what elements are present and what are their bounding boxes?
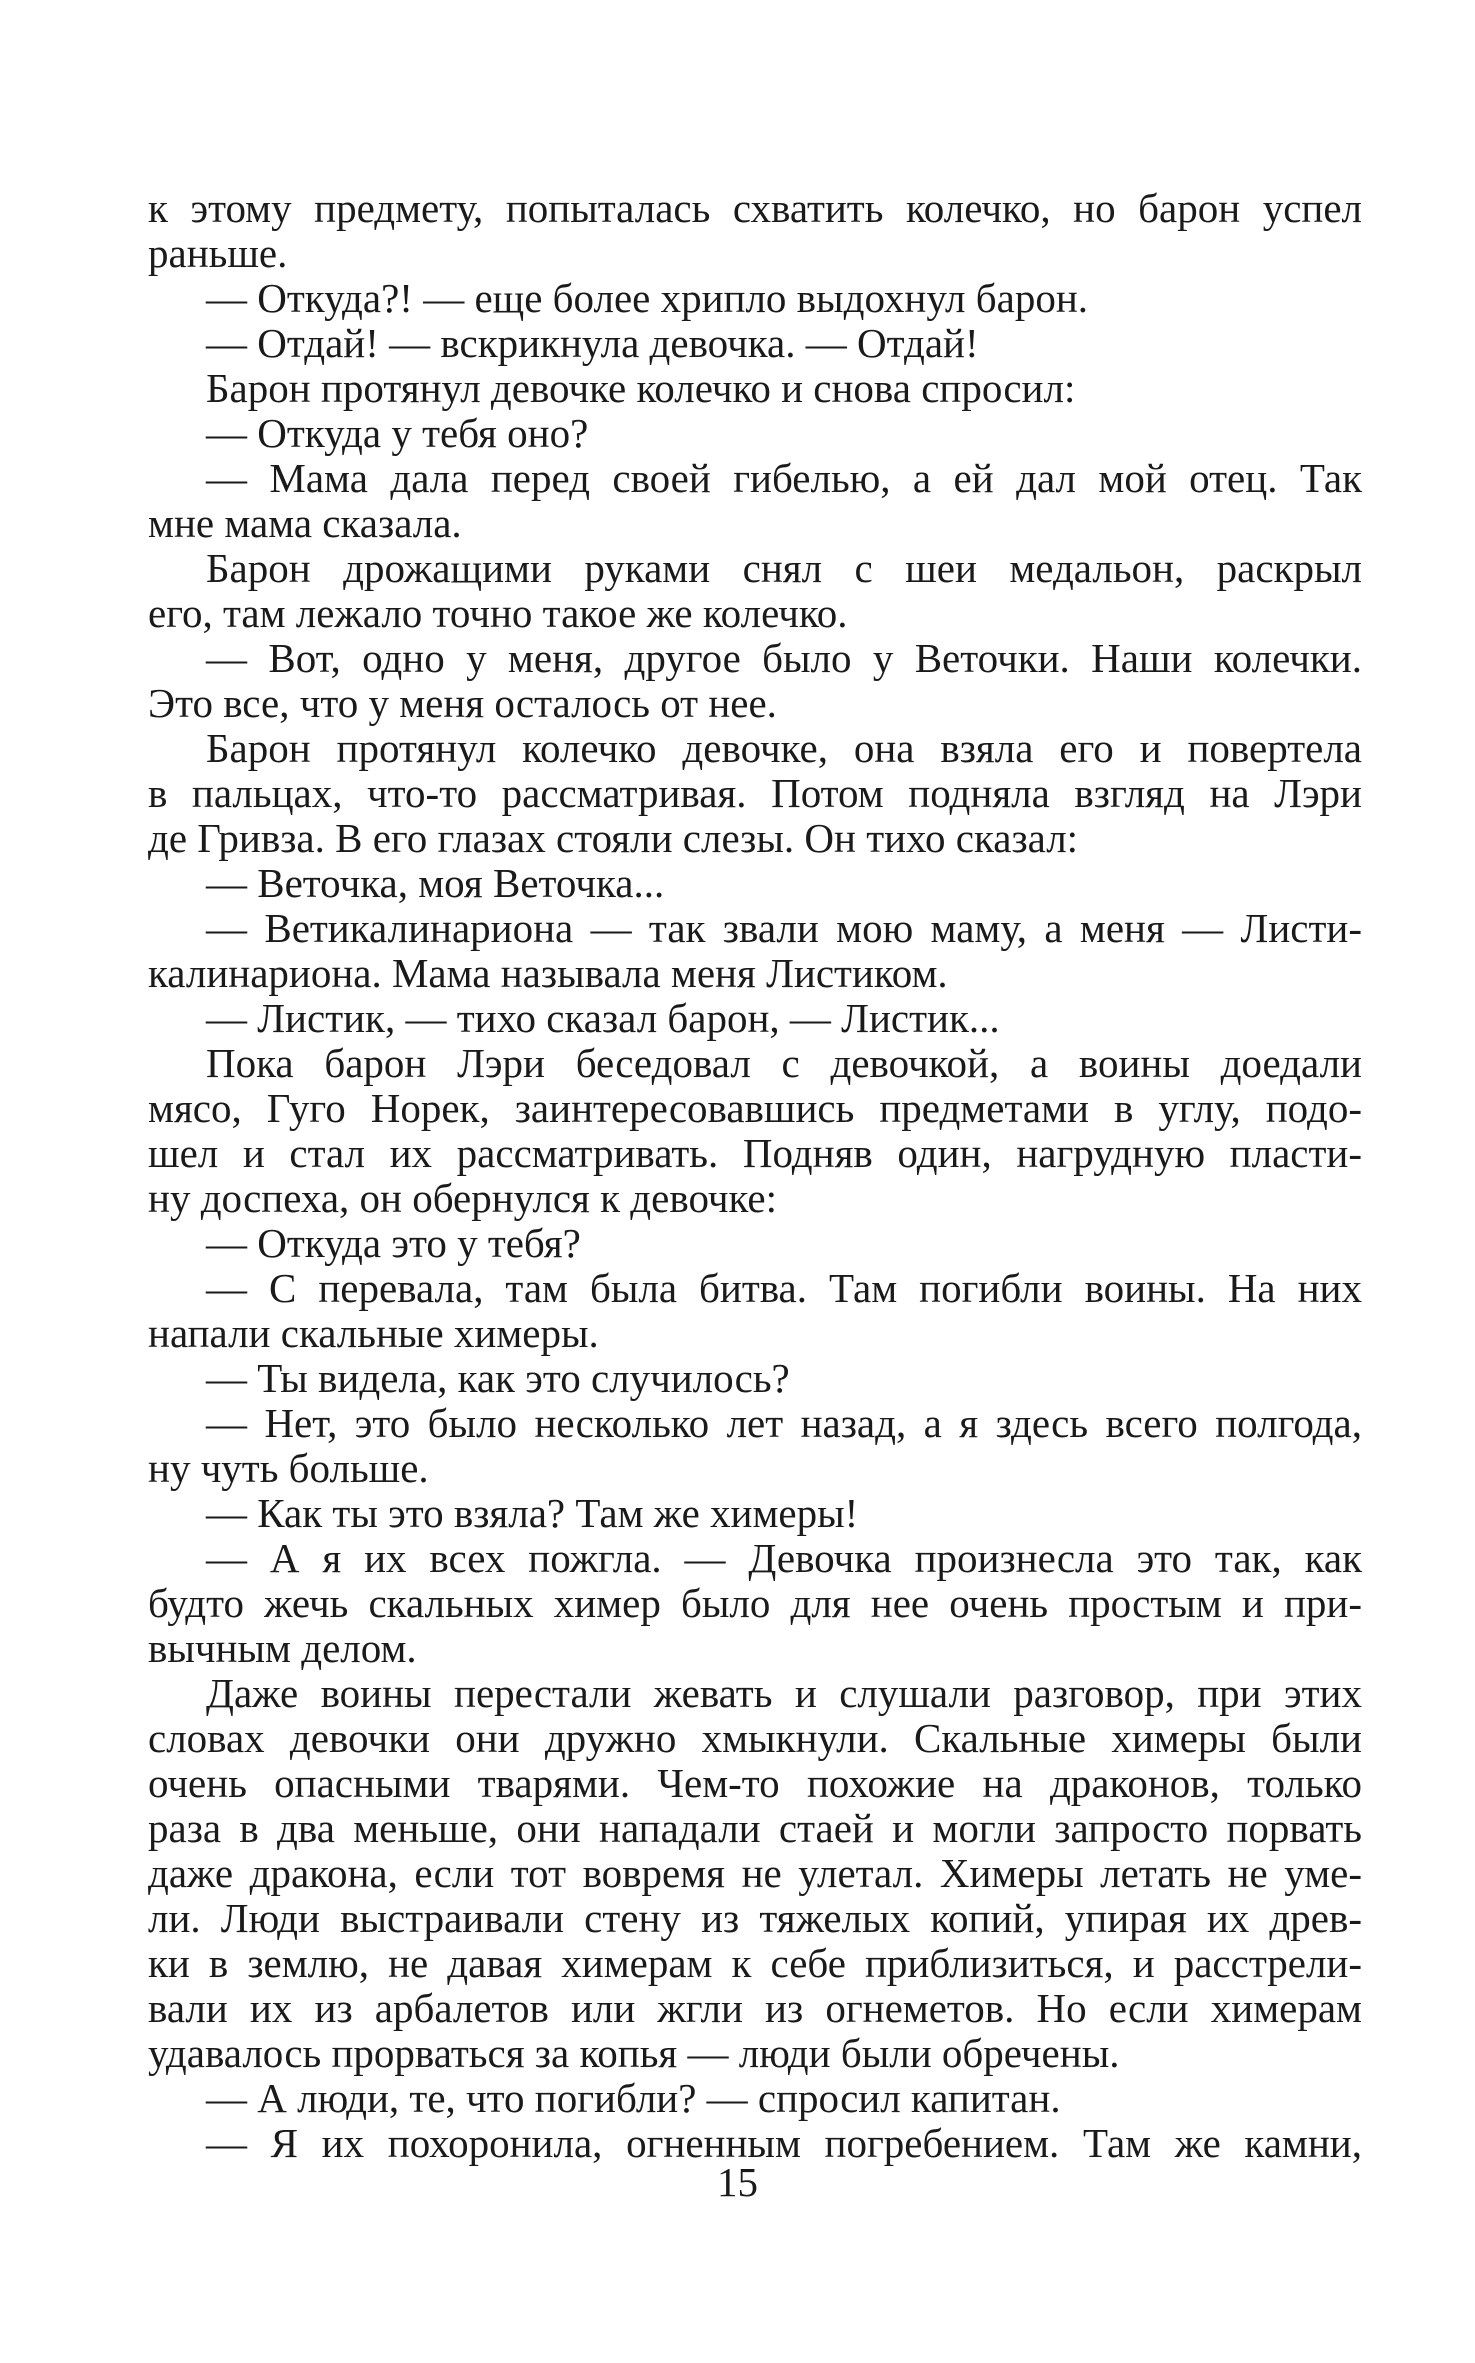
text-line: даже дракона, если тот вовремя не улетал. Химеры летать не уме-: [148, 1850, 1362, 1896]
text-line: вали их из арбалетов или жгли из огнеметов. Но если химерам: [148, 1985, 1362, 2031]
text-line: — Ты видела, как это случилось?: [206, 1355, 790, 1401]
text-line: его, там лежало точно такое же колечко.: [148, 590, 848, 636]
text-line: ну чуть больше.: [148, 1445, 429, 1491]
text-line: — Как ты это взяла? Там же химеры!: [206, 1490, 859, 1536]
text-line: шел и стал их рассматривать. Подняв один, нагрудную пласти-: [148, 1130, 1362, 1176]
text-line: — Откуда?! — еще более хрипло выдохнул барон.: [206, 275, 1089, 321]
text-line: — Веточка, моя Веточка...: [206, 860, 665, 906]
text-line: Это все, что у меня осталось от нее.: [148, 680, 777, 726]
text-line: ки в землю, не давая химерам к себе приблизиться, и расстрели-: [148, 1940, 1362, 1986]
text-line: напали скальные химеры.: [148, 1310, 599, 1356]
text-line: — Листик, — тихо сказал барон, — Листик...: [206, 995, 1000, 1041]
text-line: — А люди, те, что погибли? — спросил капитан.: [206, 2075, 1061, 2121]
text-line: де Гривза. В его глазах стояли слезы. Он тихо сказал:: [148, 815, 1079, 861]
text-line: — Откуда у тебя оно?: [206, 410, 589, 456]
text-line: — Я их похоронила, огненным погребением. Там же камни,: [206, 2120, 1362, 2166]
text-line: Барон протянул колечко девочке, она взяла его и повертела: [206, 725, 1362, 771]
text-line: раньше.: [148, 230, 288, 276]
text-line: калинариона. Мама называла меня Листиком.: [148, 950, 948, 996]
text-line: — Отдай! — вскрикнула девочка. — Отдай!: [206, 320, 979, 366]
text-line: Барон дрожащими руками снял с шеи медальон, раскрыл: [206, 545, 1362, 591]
text-line: Барон протянул девочке колечко и снова спросил:: [206, 365, 1076, 411]
text-line: — С перевала, там была битва. Там погибли воины. На них: [206, 1265, 1362, 1311]
text-line: вычным делом.: [148, 1625, 417, 1671]
text-line: в пальцах, что-то рассматривая. Потом подняла взгляд на Лэри: [148, 770, 1362, 816]
text-line: раза в два меньше, они нападали стаей и могли запросто порвать: [148, 1805, 1362, 1851]
text-line: — Мама дала перед своей гибелью, а ей дал мой отец. Так: [206, 455, 1362, 501]
text-line: очень опасными тварями. Чем-то похожие на драконов, только: [148, 1760, 1362, 1806]
text-line: ли. Люди выстраивали стену из тяжелых копий, упирая их древ-: [148, 1895, 1362, 1941]
page-number: 15: [717, 2159, 758, 2205]
text-line: — Ветикалинариона — так звали мою маму, а меня — Листи-: [206, 905, 1362, 951]
text-line: Даже воины перестали жевать и слушали разговор, при этих: [206, 1670, 1362, 1716]
text-line: к этому предмету, попыталась схватить колечко, но барон успел: [148, 185, 1362, 231]
text-line: ну доспеха, он обернулся к девочке:: [148, 1175, 777, 1221]
text-line: мне мама сказала.: [148, 500, 462, 546]
text-line: словах девочки они дружно хмыкнули. Скальные химеры были: [148, 1715, 1362, 1761]
page-text-body: [148, 186, 1362, 2166]
text-line: — Откуда это у тебя?: [206, 1220, 581, 1266]
text-line: — Вот, одно у меня, другое было у Веточки. Наши колечки.: [206, 635, 1362, 681]
text-line: будто жечь скальных химер было для нее очень простым и при-: [148, 1580, 1362, 1626]
text-line: — Нет, это было несколько лет назад, а я здесь всего полгода,: [206, 1400, 1362, 1446]
text-line: Пока барон Лэри беседовал с девочкой, а воины доедали: [206, 1040, 1362, 1086]
text-line: удавалось прорваться за копья — люди были обречены.: [148, 2030, 1120, 2076]
text-line: мясо, Гуго Норек, заинтересовавшись предметами в углу, подо-: [148, 1085, 1362, 1131]
text-line: — А я их всех пожгла. — Девочка произнесла это так, как: [206, 1535, 1362, 1581]
